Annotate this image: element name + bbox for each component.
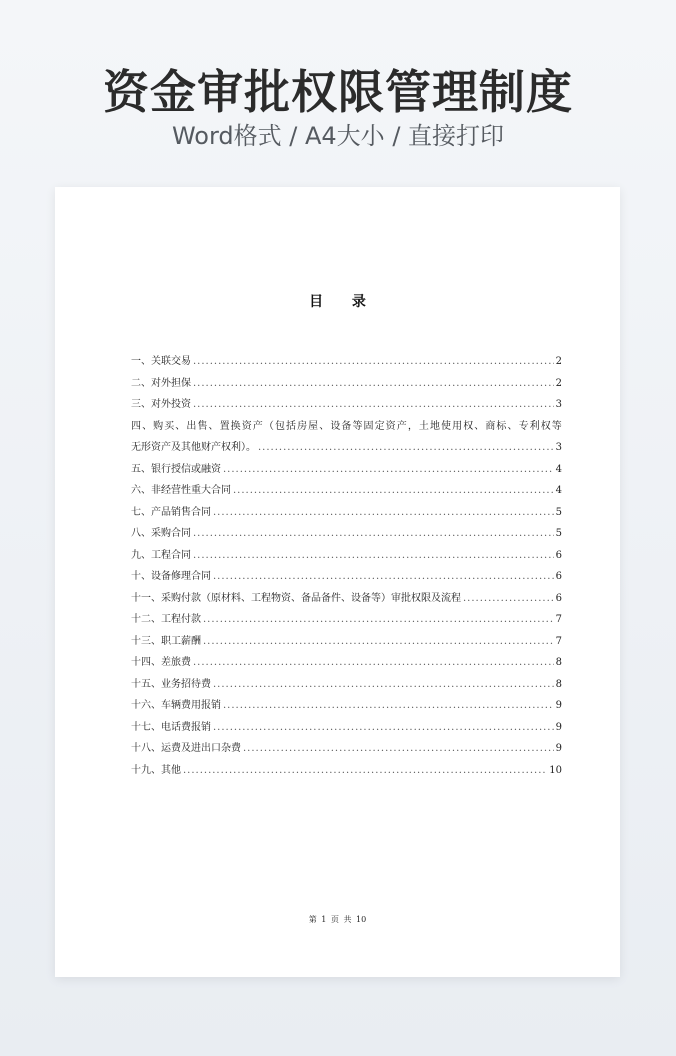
toc-entry-label: 七、产品销售合同 xyxy=(131,506,211,518)
toc-entry[interactable] xyxy=(131,502,562,524)
toc-entry-label: 八、采购合同 xyxy=(131,528,191,539)
toc-entry-label: 十八、运费及进出口杂费 xyxy=(131,743,241,754)
toc-leader-dots xyxy=(243,738,554,760)
toc-entry-page: 6 xyxy=(555,549,562,561)
toc-entry-label: 十七、电话费报销 xyxy=(131,721,211,733)
toc-entry-page: 2 xyxy=(555,377,562,389)
toc-entry[interactable] xyxy=(131,738,562,760)
toc-entry-page: 4 xyxy=(555,463,562,475)
toc-entry[interactable] xyxy=(131,674,562,696)
toc-entry-page: 6 xyxy=(555,571,562,582)
toc-leader-dots xyxy=(213,674,554,696)
toc-entry[interactable] xyxy=(131,394,562,416)
toc-entry-page: 5 xyxy=(555,506,562,518)
toc-entry-label: 十九、其他 xyxy=(131,764,181,776)
toc-entry-page: 10 xyxy=(549,764,562,776)
toc-entry-label: 九、工程合同 xyxy=(131,549,191,561)
toc-entry[interactable] xyxy=(131,459,562,481)
toc-entry-page: 4 xyxy=(555,485,562,496)
banner-subtitle: Word格式 / A4大小 / 直接打印 xyxy=(171,122,505,150)
toc-entry-label: 一、关联交易 xyxy=(131,356,191,367)
toc-leader-dots xyxy=(193,545,554,567)
toc-entry-label: 十三、职工薪酬 xyxy=(131,635,201,647)
toc-leader-dots xyxy=(213,566,554,588)
toc-entry[interactable] xyxy=(131,373,562,395)
toc-leader-dots xyxy=(258,437,554,459)
toc-entry[interactable] xyxy=(131,760,562,782)
toc-entry-page: 8 xyxy=(555,678,562,690)
toc-leader-dots xyxy=(213,717,554,739)
toc-entry[interactable] xyxy=(131,588,562,610)
toc-entry-label: 二、对外担保 xyxy=(131,377,191,389)
toc-entry-page: 9 xyxy=(555,700,562,711)
toc-entry-page: 3 xyxy=(555,399,562,410)
toc-leader-dots xyxy=(223,459,554,481)
toc-entry[interactable] xyxy=(131,545,562,567)
toc-entry-label: 十四、差旅费 xyxy=(131,657,191,668)
toc-entry-page: 3 xyxy=(555,442,562,453)
banner-title: 资金审批权限管理制度 xyxy=(103,65,573,119)
toc-entry[interactable] xyxy=(131,717,562,739)
toc-leader-dots xyxy=(193,523,554,545)
toc-entry-label: 十二、工程付款 xyxy=(131,614,201,625)
toc-leader-dots xyxy=(193,351,554,373)
toc-entry[interactable] xyxy=(131,695,562,717)
toc-leader-dots xyxy=(193,652,554,674)
toc-leader-dots xyxy=(193,394,554,416)
toc-entry[interactable] xyxy=(131,609,562,631)
toc-entry[interactable] xyxy=(131,437,562,459)
toc-entry-label: 十一、采购付款（原材料、工程物资、备品备件、设备等）审批权限及流程 xyxy=(131,592,461,604)
toc-entry-label: 六、非经营性重大合同 xyxy=(131,485,231,496)
toc-leader-dots xyxy=(463,588,554,610)
toc-entry[interactable] xyxy=(131,566,562,588)
toc-entry-page: 5 xyxy=(555,528,562,539)
toc-entry-label: 五、银行授信或融资 xyxy=(131,463,221,475)
toc-entry-page: 9 xyxy=(555,721,562,733)
toc-entry[interactable] xyxy=(131,652,562,674)
toc-leader-dots xyxy=(183,760,547,782)
toc-leader-dots xyxy=(203,609,554,631)
toc-entry-label: 三、对外投资 xyxy=(131,399,191,410)
toc-entry-label: 十五、业务招待费 xyxy=(131,678,211,690)
toc-heading: 目 录 xyxy=(309,294,378,310)
toc-entry-label: 无形资产及其他财产权利）。 xyxy=(131,442,256,453)
table-of-contents xyxy=(131,351,562,781)
document-page xyxy=(55,187,620,977)
toc-leader-dots xyxy=(203,631,554,653)
toc-entry-page: 9 xyxy=(555,743,562,754)
page-footer: 第 1 页 共 10 xyxy=(308,915,367,924)
toc-leader-dots xyxy=(213,502,554,524)
toc-leader-dots xyxy=(223,695,554,717)
toc-entry[interactable] xyxy=(131,480,562,502)
toc-leader-dots xyxy=(233,480,554,502)
toc-entry-label: 十、设备修理合同 xyxy=(131,571,211,582)
toc-entry-page: 6 xyxy=(555,592,562,604)
toc-leader-dots xyxy=(193,373,554,395)
toc-entry[interactable] xyxy=(131,351,562,373)
toc-entry-page: 2 xyxy=(555,356,562,367)
toc-entry[interactable] xyxy=(131,523,562,545)
toc-entry[interactable] xyxy=(131,631,562,653)
toc-entry-label: 十六、车辆费用报销 xyxy=(131,700,221,711)
toc-entry-label-line1[interactable]: 四、购买、出售、置换资产（包括房屋、设备等固定资产，土地使用权、商标、专利权等 xyxy=(131,420,562,432)
toc-entry-page: 7 xyxy=(555,635,562,647)
toc-entry-page: 8 xyxy=(555,657,562,668)
toc-entry-page: 7 xyxy=(555,614,562,625)
